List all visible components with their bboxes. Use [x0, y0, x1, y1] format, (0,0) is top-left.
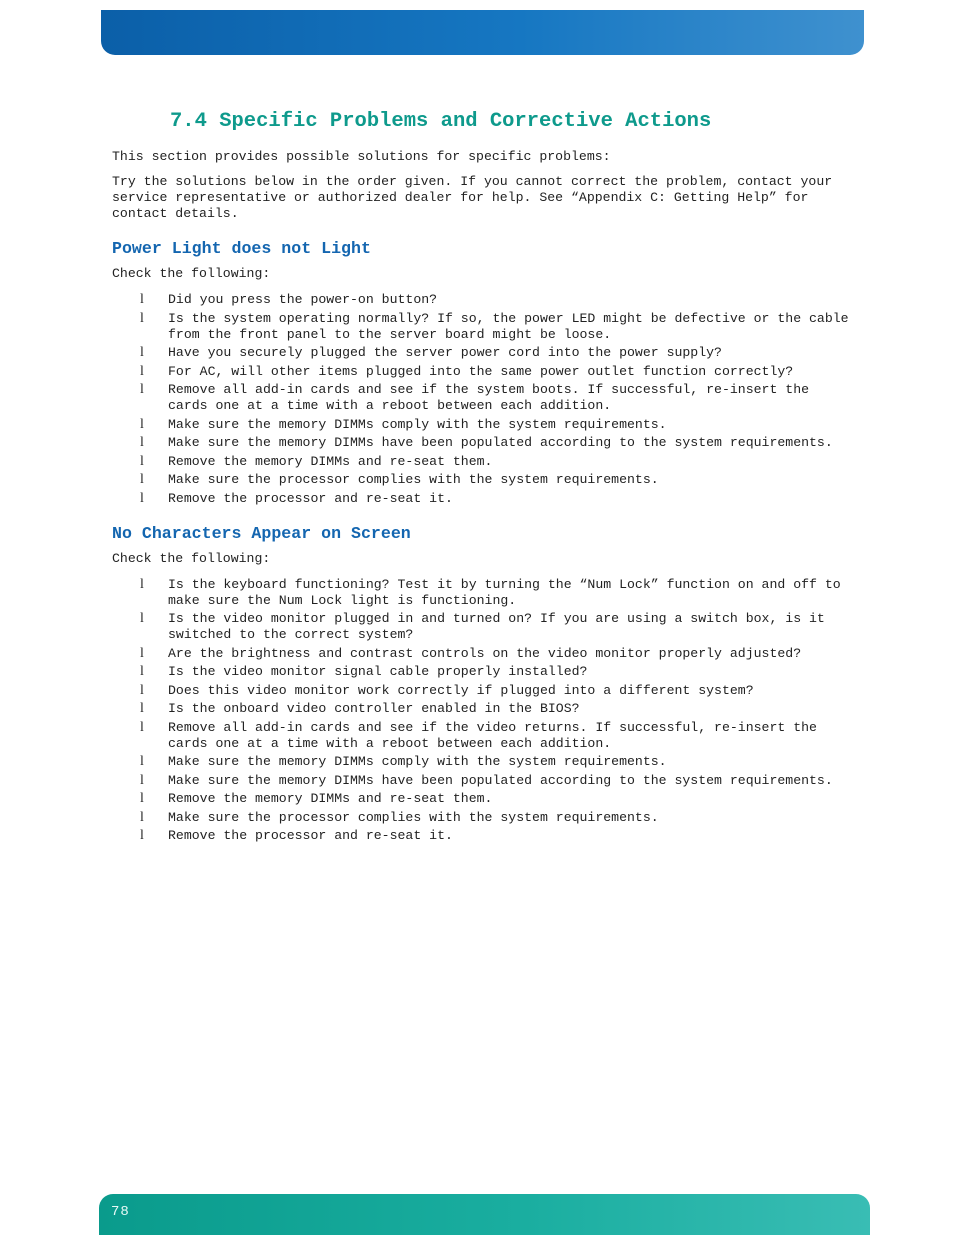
list-item-text: Make sure the processor complies with the system requirements. — [168, 809, 659, 825]
list-item-text: Is the system operating normally? If so, the power LED might be defective or the cable from the front panel to the server board might be loose. — [168, 310, 849, 342]
list-item — [112, 311, 852, 343]
list-item-text: Make sure the memory DIMMs have been populated according to the system requirements. — [168, 772, 833, 788]
content-body — [112, 149, 852, 847]
bullet-icon: l — [140, 611, 144, 626]
list-item — [112, 791, 852, 807]
bullet-icon: l — [140, 363, 144, 379]
list-item — [112, 491, 852, 507]
bullet-icon: l — [140, 453, 144, 469]
list-item-text: Make sure the memory DIMMs comply with the system requirements. — [168, 416, 667, 432]
intro-paragraph: Try the solutions below in the order given. If you cannot correct the problem, contact your service representative or authorized dealer for help. See “Appendix C: Getting Help” for contact details. — [112, 174, 833, 221]
intro-paragraph: This section provides possible solutions for specific problems: — [112, 149, 611, 164]
list-item-text: Does this video monitor work correctly if plugged into a different system? — [168, 682, 754, 698]
list-item — [112, 454, 852, 470]
bullet-icon: l — [140, 345, 144, 360]
list-item — [112, 810, 852, 826]
list-item — [112, 382, 852, 414]
bullet-icon: l — [140, 382, 144, 397]
bullet-icon: l — [140, 754, 144, 769]
page-number: 78 — [111, 1204, 130, 1220]
list-item — [112, 292, 852, 308]
list-item-text: Is the video monitor plugged in and turned on? If you are using a switch box, is it switched to the correct system? — [168, 611, 825, 642]
subheading-power-light: Power Light does not Light — [112, 239, 371, 258]
bullet-icon: l — [140, 682, 144, 698]
bullet-icon: l — [140, 645, 144, 661]
list-item-text: Did you press the power-on button? — [168, 292, 438, 307]
list-item — [112, 828, 852, 844]
list-item-text: Is the video monitor signal cable properly installed? — [168, 664, 588, 679]
list-item-text: Is the onboard video controller enabled in the BIOS? — [168, 701, 580, 716]
bullet-icon: l — [140, 472, 144, 487]
list-item-text: For AC, will other items plugged into the same power outlet function correctly? — [168, 363, 794, 379]
list-item-text: Make sure the memory DIMMs comply with the system requirements. — [168, 754, 667, 769]
bullet-icon: l — [140, 791, 144, 806]
bullet-icon: l — [140, 576, 144, 592]
list-item — [112, 435, 852, 451]
bullet-icon: l — [140, 772, 144, 788]
list-item-text: Is the keyboard functioning? Test it by turning the “Num Lock” function on and off to make sure the Num Lock light is functioning. — [168, 576, 841, 608]
bullet-icon: l — [140, 490, 144, 506]
list-item — [112, 773, 852, 789]
list-item-text: Have you securely plugged the server power cord into the power supply? — [168, 345, 722, 360]
list-item-text: Remove the memory DIMMs and re-seat them. — [168, 453, 493, 469]
list-item — [112, 701, 852, 717]
list-item-text: Are the brightness and contrast controls on the video monitor properly adjusted? — [168, 645, 802, 661]
list-item — [112, 611, 852, 643]
bullet-icon: l — [140, 828, 144, 843]
header-bar — [101, 10, 864, 55]
list-item — [112, 683, 852, 699]
list-item — [112, 364, 852, 380]
bullet-icon: l — [140, 416, 144, 432]
list-item-text: Remove the processor and re-seat it. — [168, 828, 453, 843]
bullet-icon: l — [140, 701, 144, 716]
bullet-icon: l — [140, 292, 144, 307]
list-item-text: Remove all add-in cards and see if the system boots. If successful, re-insert the cards one at a time with a reboot between each addition. — [168, 382, 810, 413]
bullet-icon: l — [140, 664, 144, 679]
screen-checklist — [112, 577, 852, 845]
list-item — [112, 646, 852, 662]
list-item — [112, 664, 852, 680]
subheading-no-characters: No Characters Appear on Screen — [112, 523, 411, 543]
footer-bar — [99, 1194, 870, 1235]
list-item — [112, 577, 852, 609]
list-item — [112, 720, 852, 752]
bullet-icon: l — [140, 719, 144, 735]
list-item-text: Make sure the processor complies with the system requirements. — [168, 472, 659, 487]
list-item-text: Remove the processor and re-seat it. — [168, 490, 453, 506]
list-item — [112, 472, 852, 488]
list-item — [112, 417, 852, 433]
power-checklist — [112, 292, 852, 507]
check-label: Check the following: — [112, 550, 271, 566]
section-title: 7.4 Specific Problems and Corrective Actions — [170, 110, 712, 133]
bullet-icon: l — [140, 809, 144, 825]
bullet-icon: l — [140, 310, 144, 326]
list-item-text: Remove the memory DIMMs and re-seat them. — [168, 791, 493, 806]
list-item-text: Make sure the memory DIMMs have been populated according to the system requirements. — [168, 435, 833, 450]
list-item — [112, 754, 852, 770]
bullet-icon: l — [140, 435, 144, 450]
list-item-text: Remove all add-in cards and see if the video returns. If successful, re-insert the cards one at a time with a reboot between each addition. — [168, 719, 817, 751]
list-item — [112, 345, 852, 361]
check-label: Check the following: — [112, 266, 271, 281]
